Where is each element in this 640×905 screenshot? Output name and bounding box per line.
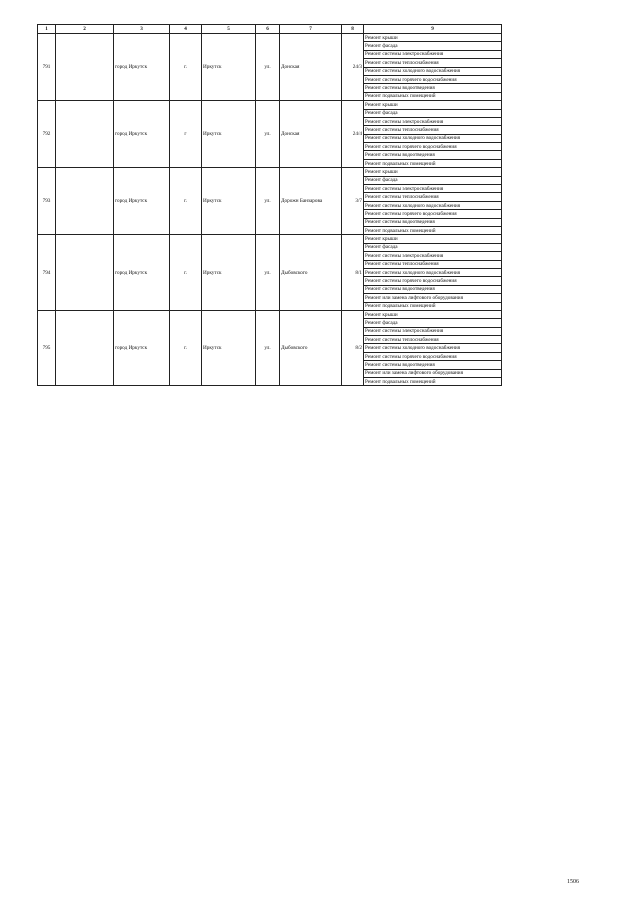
- repair-work-item: Ремонт системы электроснабжения: [364, 327, 502, 335]
- repair-work-item: Ремонт крыши: [364, 101, 502, 109]
- street-name: Дыбовского: [280, 310, 342, 386]
- repair-work-item: Ремонт подвальных помещений: [364, 302, 502, 310]
- repair-work-item: Ремонт системы холодного водоснабжения: [364, 344, 502, 352]
- repair-work-item: Ремонт системы горячего водоснабжения: [364, 75, 502, 83]
- street-type: ул.: [256, 168, 280, 235]
- town-prefix: г: [170, 101, 202, 168]
- house-number: 8/2: [342, 310, 364, 386]
- repair-work-item: Ремонт системы водоотведения: [364, 218, 502, 226]
- street-name: Донская: [280, 101, 342, 168]
- row-number: 793: [38, 168, 56, 235]
- page-number: 1506: [567, 879, 579, 885]
- town-prefix: г.: [170, 168, 202, 235]
- repair-work-item: Ремонт крыши: [364, 235, 502, 243]
- col-2-cell: [56, 101, 114, 168]
- repair-work-item: Ремонт системы горячего водоснабжения: [364, 277, 502, 285]
- repair-work-item: Ремонт системы водоотведения: [364, 84, 502, 92]
- header-col-2: 2: [56, 25, 114, 34]
- table-header: [38, 25, 502, 34]
- repair-work-item: Ремонт фасада: [364, 176, 502, 184]
- repair-work-item: Ремонт фасада: [364, 42, 502, 50]
- col-2-cell: [56, 168, 114, 235]
- repair-work-item: Ремонт системы горячего водоснабжения: [364, 352, 502, 360]
- town-name: Иркутск: [202, 168, 256, 235]
- repair-work-item: Ремонт крыши: [364, 168, 502, 176]
- repair-work-item: Ремонт системы холодного водоснабжения: [364, 268, 502, 276]
- repair-work-item: Ремонт фасада: [364, 243, 502, 251]
- repair-work-item: Ремонт системы электроснабжения: [364, 50, 502, 58]
- header-col-1: 1: [38, 25, 56, 34]
- street-name: Дыбовского: [280, 235, 342, 311]
- repair-work-item: Ремонт системы горячего водоснабжения: [364, 143, 502, 151]
- town-prefix: г.: [170, 310, 202, 386]
- city-name: город Иркутск: [114, 235, 170, 311]
- row-number: 792: [38, 101, 56, 168]
- street-name: Донская: [280, 34, 342, 101]
- table-row: [38, 235, 502, 243]
- repair-work-item: Ремонт крыши: [364, 34, 502, 42]
- repair-work-item: Ремонт системы теплоснабжения: [364, 126, 502, 134]
- repair-work-item: Ремонт фасада: [364, 319, 502, 327]
- header-col-8: 8: [342, 25, 364, 34]
- repair-program-table: [37, 24, 502, 386]
- repair-work-item: Ремонт системы холодного водоснабжения: [364, 134, 502, 142]
- repair-work-item: Ремонт подвальных помещений: [364, 159, 502, 167]
- city-name: город Иркутск: [114, 34, 170, 101]
- repair-work-item: Ремонт или замена лифтового оборудования: [364, 369, 502, 377]
- city-name: город Иркутск: [114, 101, 170, 168]
- street-type: ул.: [256, 310, 280, 386]
- street-type: ул.: [256, 101, 280, 168]
- street-type: ул.: [256, 34, 280, 101]
- repair-work-item: Ремонт или замена лифтового оборудования: [364, 294, 502, 302]
- header-col-5: 5: [202, 25, 256, 34]
- header-col-6: 6: [256, 25, 280, 34]
- repair-work-item: Ремонт системы теплоснабжения: [364, 193, 502, 201]
- repair-work-item: Ремонт системы электроснабжения: [364, 185, 502, 193]
- repair-work-item: Ремонт системы водоотведения: [364, 151, 502, 159]
- repair-work-item: Ремонт подвальных помещений: [364, 378, 502, 386]
- repair-work-item: Ремонт системы теплоснабжения: [364, 260, 502, 268]
- repair-work-item: Ремонт системы теплоснабжения: [364, 336, 502, 344]
- town-prefix: г.: [170, 34, 202, 101]
- street-name: Дорожн Банзарова: [280, 168, 342, 235]
- row-number: 795: [38, 310, 56, 386]
- row-number: 791: [38, 34, 56, 101]
- table-row: [38, 168, 502, 176]
- city-name: город Иркутск: [114, 168, 170, 235]
- town-prefix: г.: [170, 235, 202, 311]
- repair-work-item: Ремонт системы электроснабжения: [364, 252, 502, 260]
- table-row: [38, 310, 502, 318]
- repair-work-item: Ремонт системы теплоснабжения: [364, 59, 502, 67]
- row-number: 794: [38, 235, 56, 311]
- repair-work-item: Ремонт подвальных помещений: [364, 92, 502, 100]
- col-2-cell: [56, 310, 114, 386]
- town-name: Иркутск: [202, 101, 256, 168]
- repair-work-item: Ремонт системы горячего водоснабжения: [364, 210, 502, 218]
- table-row: [38, 101, 502, 109]
- header-col-9: 9: [364, 25, 502, 34]
- repair-work-item: Ремонт фасада: [364, 109, 502, 117]
- street-type: ул.: [256, 235, 280, 311]
- header-col-7: 7: [280, 25, 342, 34]
- house-number: 24/4: [342, 101, 364, 168]
- house-number: 24/3: [342, 34, 364, 101]
- header-col-4: 4: [170, 25, 202, 34]
- repair-work-item: Ремонт крыши: [364, 310, 502, 318]
- repair-work-item: Ремонт системы холодного водоснабжения: [364, 201, 502, 209]
- town-name: Иркутск: [202, 34, 256, 101]
- col-2-cell: [56, 34, 114, 101]
- repair-work-item: Ремонт системы водоотведения: [364, 361, 502, 369]
- town-name: Иркутск: [202, 310, 256, 386]
- col-2-cell: [56, 235, 114, 311]
- town-name: Иркутск: [202, 235, 256, 311]
- table-body: [38, 34, 502, 386]
- repair-work-item: Ремонт системы водоотведения: [364, 285, 502, 293]
- repair-work-item: Ремонт системы холодного водоснабжения: [364, 67, 502, 75]
- repair-work-item: Ремонт подвальных помещений: [364, 226, 502, 234]
- house-number: 8/1: [342, 235, 364, 311]
- city-name: город Иркутск: [114, 310, 170, 386]
- header-col-3: 3: [114, 25, 170, 34]
- house-number: 3/7: [342, 168, 364, 235]
- table-row: [38, 34, 502, 42]
- repair-work-item: Ремонт системы электроснабжения: [364, 117, 502, 125]
